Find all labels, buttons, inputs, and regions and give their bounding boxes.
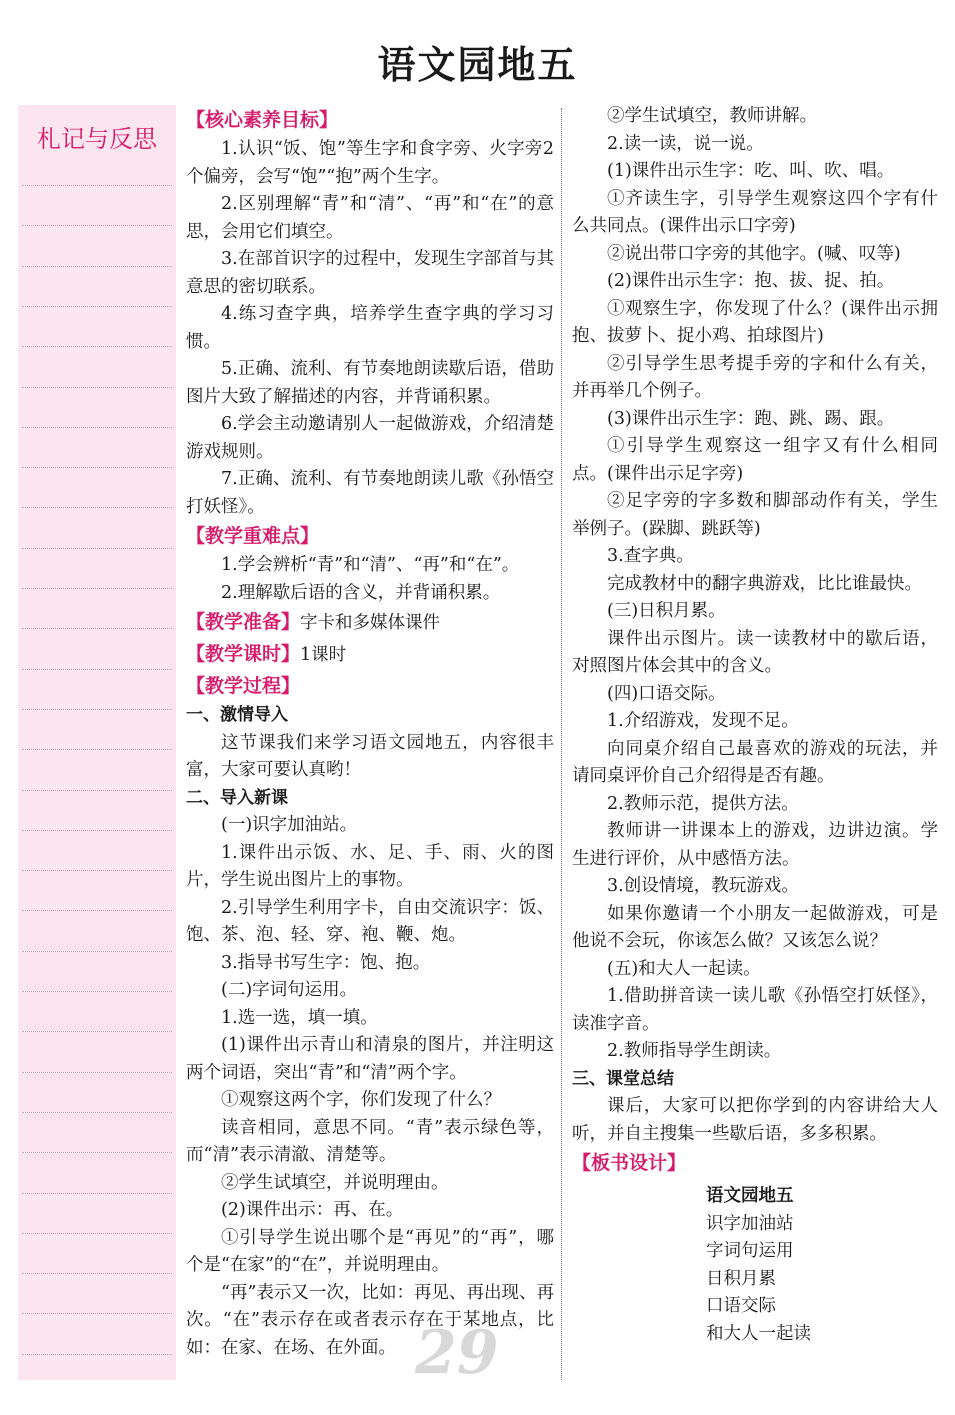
sidebar-note-line — [22, 669, 172, 670]
paragraph: ②学生试填空，教师讲解。 — [607, 106, 817, 126]
paragraph: (一)识字加油站。 — [221, 815, 358, 835]
paragraph: (3)课件出示生字：跑、跳、踢、跟。 — [607, 408, 895, 429]
paragraph: 课后，大家可以把你学到的内容讲给大人听，并自主搜集一些歇后语，多多积累。 — [572, 1096, 938, 1144]
step-heading: 三、课堂总结 — [572, 1068, 674, 1089]
sidebar-note-line — [22, 830, 172, 831]
sidebar-note-line — [22, 588, 172, 589]
paragraph: ②说出带口字旁的其他字。(喊、叹等) — [607, 243, 901, 264]
step-heading: 二、导入新课 — [186, 787, 288, 808]
sidebar-note-line — [22, 709, 172, 710]
paragraph: 3.在部首识字的过程中，发现生字部首与其意思的密切联系。 — [186, 249, 554, 297]
sidebar-note-line — [22, 507, 172, 508]
section-heading — [186, 521, 554, 552]
board-design — [572, 1183, 938, 1348]
sidebar-note-line — [22, 870, 172, 871]
left-column — [186, 105, 554, 1362]
paragraph: 4.练习查字典，培养学生查字典的学习习惯。 — [186, 304, 554, 352]
paragraph: 2.读一读，说一说。 — [607, 133, 764, 154]
section-heading — [186, 639, 554, 671]
sidebar-note-line — [22, 991, 172, 992]
paragraph: ②足字旁的字多数和脚部动作有关，学生举例子。(跺脚、跳跃等) — [572, 491, 938, 539]
paragraph: 3.创设情境，教玩游戏。 — [607, 876, 799, 896]
paragraph: 这节课我们来学习语文园地五，内容很丰富，大家可要认真哟！ — [186, 732, 554, 780]
paragraph: 3.指导书写生字：饱、抱。 — [221, 952, 431, 973]
paragraph: 课件出示图片。读一读教材中的歇后语，对照图片体会其中的含义。 — [572, 628, 938, 676]
paragraph: 1.借助拼音读一读儿歌《孙悟空打妖怪》，读准字音。 — [572, 986, 938, 1034]
page-number: 29 — [415, 1318, 499, 1388]
page-title: 语文园地五 — [377, 42, 578, 87]
paragraph: 5.正确、流利、有节奏地朗读歇后语，借助图片大致了解描述的内容，并背诵积累。 — [186, 359, 554, 407]
sidebar-note-line — [22, 1273, 172, 1274]
section-heading-value: 1课时 — [300, 645, 347, 665]
right-column — [572, 103, 938, 1348]
paragraph: 教师讲一讲课本上的游戏，边讲边演。学生进行评价，从中感悟方法。 — [572, 821, 938, 869]
paragraph: 1.学会辨析“青”和“清”、“再”和“在”。 — [221, 555, 520, 575]
paragraph: 向同桌介绍自己最喜欢的游戏的玩法，并请同桌评价自己介绍得是否有趣。 — [572, 738, 938, 786]
paragraph: 如果你邀请一个小朋友一起做游戏，可是他说不会玩，你该怎么做？又该怎么说？ — [572, 903, 938, 951]
board-title: 语文园地五 — [706, 1186, 794, 1206]
sidebar-note-line — [22, 427, 172, 428]
paragraph: 1.课件出示饭、水、足、手、雨、火的图片，学生说出图片上的事物。 — [186, 842, 554, 890]
paragraph: ①引导学生观察这一组字又有什么相同点。(课件出示足字旁) — [572, 436, 938, 484]
board-item: 日积月累 — [706, 1268, 776, 1289]
paragraph: “再”表示又一次，比如：再见、再出现、再次。“在”表示存在或者表示存在于某地点，比如：在家、在场、在外面。 — [186, 1282, 554, 1358]
sidebar-note-line — [22, 910, 172, 911]
paragraph: 6.学会主动邀请别人一起做游戏，介绍清楚游戏规则。 — [186, 414, 554, 462]
sidebar-note-line — [22, 346, 172, 347]
paragraph: 7.正确、流利、有节奏地朗读儿歌《孙悟空打妖怪》。 — [186, 469, 554, 517]
section-heading-label: 【教学过程】 — [186, 675, 301, 697]
section-heading — [186, 671, 554, 702]
notes-sidebar — [18, 105, 176, 1380]
board-item: 和大人一起读 — [706, 1323, 811, 1344]
section-heading-label: 【教学课时】 — [186, 643, 301, 665]
paragraph: 1.认识“饭、饱”等生字和食字旁、火字旁2个偏旁，会写“饱”“抱”两个生字。 — [186, 139, 554, 187]
paragraph: 读音相同，意思不同。“青”表示绿色等，而“清”表示清澈、清楚等。 — [186, 1117, 554, 1165]
board-item: 识字加油站 — [706, 1213, 794, 1234]
sidebar-note-line — [22, 1193, 172, 1194]
paragraph: 完成教材中的翻字典游戏，比比谁最快。 — [607, 573, 922, 594]
section-heading — [572, 1148, 938, 1179]
paragraph: 1.介绍游戏，发现不足。 — [607, 711, 799, 731]
section-heading — [186, 607, 554, 639]
board-item: 字词句运用 — [706, 1241, 794, 1261]
section-heading-label: 【教学重难点】 — [186, 525, 320, 547]
paragraph: ①齐读生字，引导学生观察这四个字有什么共同点。(课件出示口字旁) — [572, 188, 938, 236]
sidebar-note-line — [22, 1233, 172, 1234]
paragraph: ①引导学生说出哪个是“再见”的“再”，哪个是“在家”的“在”，并说明理由。 — [186, 1227, 554, 1275]
paragraph: ②学生试填空，并说明理由。 — [221, 1172, 449, 1193]
section-heading-value: 字卡和多媒体课件 — [300, 613, 441, 633]
section-heading — [186, 105, 554, 136]
sidebar-note-line — [22, 951, 172, 952]
paragraph: 2.教师示范，提供方法。 — [607, 793, 799, 814]
paragraph: 3.查字典。 — [607, 546, 694, 566]
sidebar-note-line — [22, 1072, 172, 1073]
sidebar-note-line — [22, 1152, 172, 1153]
paragraph: (二)字词句运用。 — [221, 980, 358, 1000]
column-divider — [561, 108, 562, 1380]
paragraph: 2.理解歇后语的含义，并背诵积累。 — [221, 582, 501, 603]
sidebar-note-line — [22, 749, 172, 750]
sidebar-note-line — [22, 266, 172, 267]
sidebar-note-line — [22, 1112, 172, 1113]
paragraph: ①观察这两个字，你们发现了什么？ — [221, 1090, 501, 1110]
paragraph: (五)和大人一起读。 — [607, 958, 761, 979]
section-heading-label: 【板书设计】 — [572, 1152, 687, 1174]
sidebar-note-line — [22, 185, 172, 186]
sidebar-note-line — [22, 387, 172, 388]
paragraph: (2)课件出示生字：抱、拔、捉、拍。 — [607, 271, 895, 291]
paragraph: ②引导学生思考提手旁的字和什么有关，并再举几个例子。 — [572, 353, 938, 401]
paragraph: (1)课件出示青山和清泉的图片，并注明这两个词语，突出“青”和“清”两个字。 — [186, 1035, 554, 1083]
sidebar-note-line — [22, 306, 172, 307]
paragraph: (四)口语交际。 — [607, 683, 726, 704]
step-heading: 一、激情导入 — [186, 705, 288, 725]
paragraph: 2.引导学生利用字卡，自由交流识字：饭、饱、茶、泡、轻、穿、袍、鞭、炮。 — [186, 897, 554, 945]
paragraph: 1.选一选，填一填。 — [221, 1007, 378, 1028]
paragraph: 2.教师指导学生朗读。 — [607, 1041, 782, 1061]
section-heading-label: 【核心素养目标】 — [186, 109, 339, 131]
sidebar-note-line — [22, 225, 172, 226]
sidebar-title: 札记与反思 — [37, 125, 157, 153]
sidebar-note-line — [22, 628, 172, 629]
sidebar-note-line — [22, 548, 172, 549]
paragraph: (三)日积月累。 — [607, 601, 726, 621]
section-heading-label: 【教学准备】 — [186, 611, 301, 633]
paragraph: (2)课件出示：再、在。 — [221, 1200, 404, 1220]
sidebar-note-line — [22, 1031, 172, 1032]
board-item: 口语交际 — [706, 1296, 776, 1316]
sidebar-note-line — [22, 790, 172, 791]
sidebar-note-line — [22, 1313, 172, 1314]
paragraph: ①观察生字，你发现了什么？(课件出示拥抱、拔萝卜、捉小鸡、拍球图片) — [572, 298, 938, 346]
paragraph: 2.区别理解“青”和“清”、“再”和“在”的意思，会用它们填空。 — [186, 194, 554, 242]
paragraph: (1)课件出示生字：吃、叫、吹、唱。 — [607, 161, 895, 181]
sidebar-note-line — [22, 467, 172, 468]
sidebar-note-line — [22, 1354, 172, 1355]
